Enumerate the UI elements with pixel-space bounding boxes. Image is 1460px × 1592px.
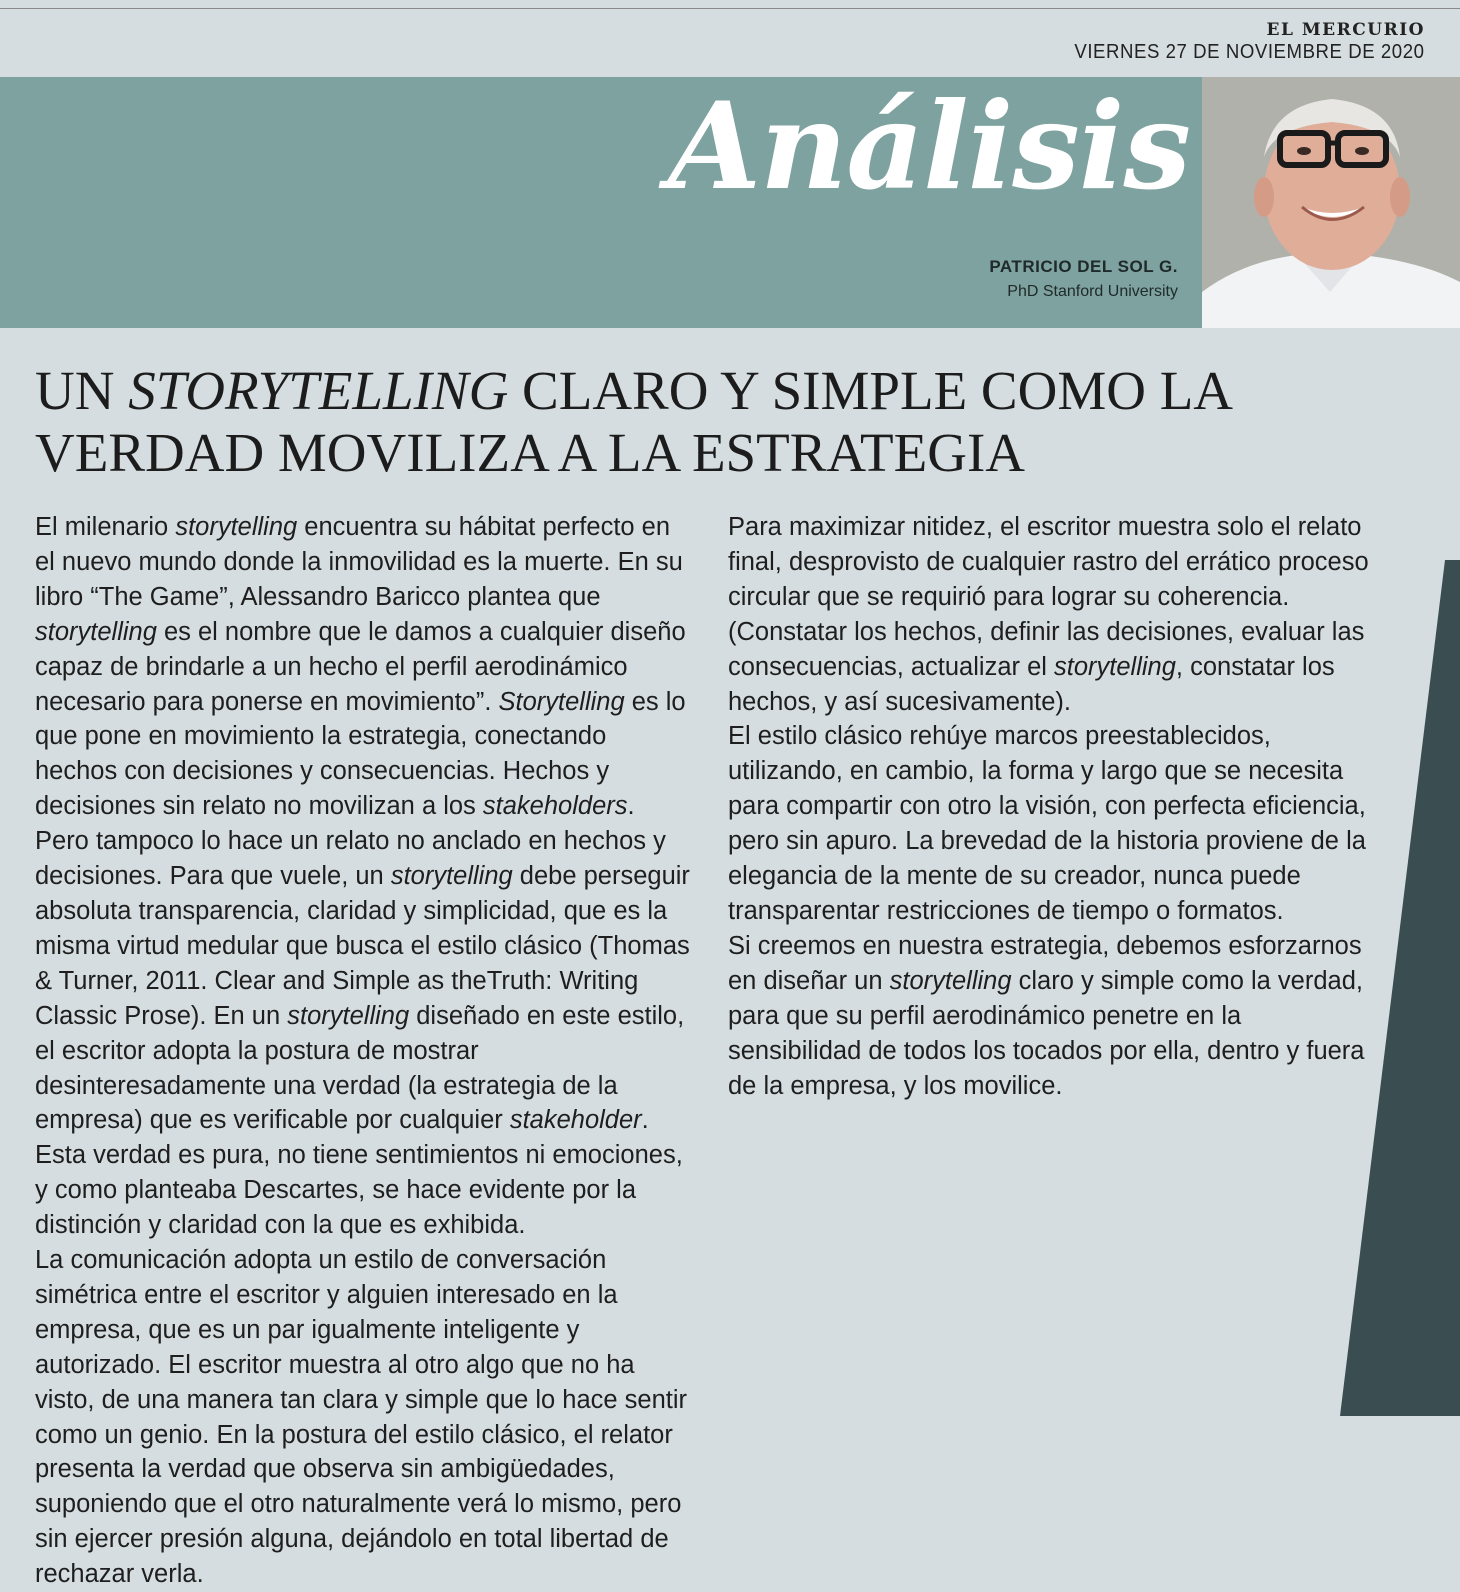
decorative-slash xyxy=(1340,560,1460,1416)
author-credential: PhD Stanford University xyxy=(1007,283,1178,300)
body-paragraph: Si creemos en nuestra estrategia, debemos esforzarnos en diseñar un storytelling claro y simple como la verdad, para que su perfil aerodinámico penetre en la sensibilidad de todos los tocados por ella, dentro y fuera de la empresa, y los movilice. xyxy=(728,931,1365,1100)
emphasized-term: storytelling xyxy=(35,617,157,646)
body-paragraph: El estilo clásico rehúye marcos preestablecidos, utilizando, en cambio, la forma y largo que se necesita para compartir con otro la visión, con perfecta eficiencia, pero sin apuro. La brevedad de la historia proviene de la elegancia de la mente de su creador, nunca puede transparentar restricciones de tiempo o formatos. xyxy=(728,722,1366,925)
publication-date: VIERNES 27 DE NOVIEMBRE DE 2020 xyxy=(1074,41,1425,63)
emphasized-term: storytelling xyxy=(175,513,298,541)
body-paragraph: Para maximizar nitidez, el escritor muestra solo el relato final, desprovisto de cualquier rastro del errático proceso circular que se requirió para lograr su coherencia. (Constatar los hechos, definir las decisiones, evaluar las consecuencias, actualizar el storytelling, constatar los hechos, y así sucesivamente). xyxy=(728,513,1369,716)
emphasized-term: storytelling xyxy=(390,862,513,891)
newspaper-name: EL MERCURIO xyxy=(1266,20,1425,40)
emphasized-term: storytelling xyxy=(287,1001,410,1030)
emphasized-term: storytelling xyxy=(1054,652,1176,681)
author-photo xyxy=(1202,77,1460,328)
emphasized-term: stakeholder xyxy=(509,1106,642,1135)
top-rule xyxy=(0,8,1460,9)
author-byline xyxy=(989,256,1178,303)
emphasized-term: stakeholders xyxy=(482,792,628,821)
body-paragraph: La comunicación adopta un estilo de conversación simétrica entre el escritor y alguien interesado en la empresa, que es un par igualmente inteligente y autorizado. El escritor muestra al otro algo que no ha visto, de una manera tan clara y simple que lo hace sentir como un genio. En la postura del estilo clásico, el relator presenta la verdad que observa sin ambigüedades, suponiendo que el otro naturalmente verá lo mismo, pero sin ejercer presión alguna, dejándolo en total libertad de rechazar verla. xyxy=(35,1246,688,1589)
article-column-right xyxy=(728,510,1378,1103)
article-column-left xyxy=(35,510,695,1592)
section-title: Análisis xyxy=(668,76,1190,217)
body-paragraph: El milenario storytelling encuentra su hábitat perfecto en el nuevo mundo donde la inmovilidad es la muerte. En su libro “The Game”, Alessandro Baricco plantea que storytelling es el nombre que le damos a cualquier diseño capaz de brindarle a un hecho el perfil aerodinámico necesario para ponerse en movimiento”. Storytelling es lo que pone en movimiento la estrategia, conectando hechos con decisiones y consecuencias. Hechos y decisiones sin relato no movilizan a los stakeholders. Pero tampoco lo hace un relato no anclado en hechos y decisiones. Para que vuele, un storytelling debe perseguir absoluta transparencia, claridad y simplicidad, que es la misma virtud medular que busca el estilo clásico (Thomas & Turner, 2011. Clear and Simple as theTruth: Writing Classic Prose). En un storytelling diseñado en este estilo, el escritor adopta la postura de mostrar desinteresadamente una verdad (la estrategia de la empresa) que es verificable por cualquier stakeholder. Esta verdad es pura, no tiene sentimientos ni emociones, y como planteaba Descartes, se hace evidente por la distinción y claridad con la que es exhibida. xyxy=(35,513,690,1240)
headline: UN STORYTELLING CLARO Y SIMPLE COMO LA VERDAD MOVILIZA A LA ESTRATEGIA xyxy=(35,360,1230,483)
emphasized-term: storytelling xyxy=(889,966,1012,995)
emphasized-term: Storytelling xyxy=(498,687,625,716)
masthead xyxy=(1048,20,1425,64)
author-name: PATRICIO DEL SOL G. xyxy=(989,257,1178,276)
